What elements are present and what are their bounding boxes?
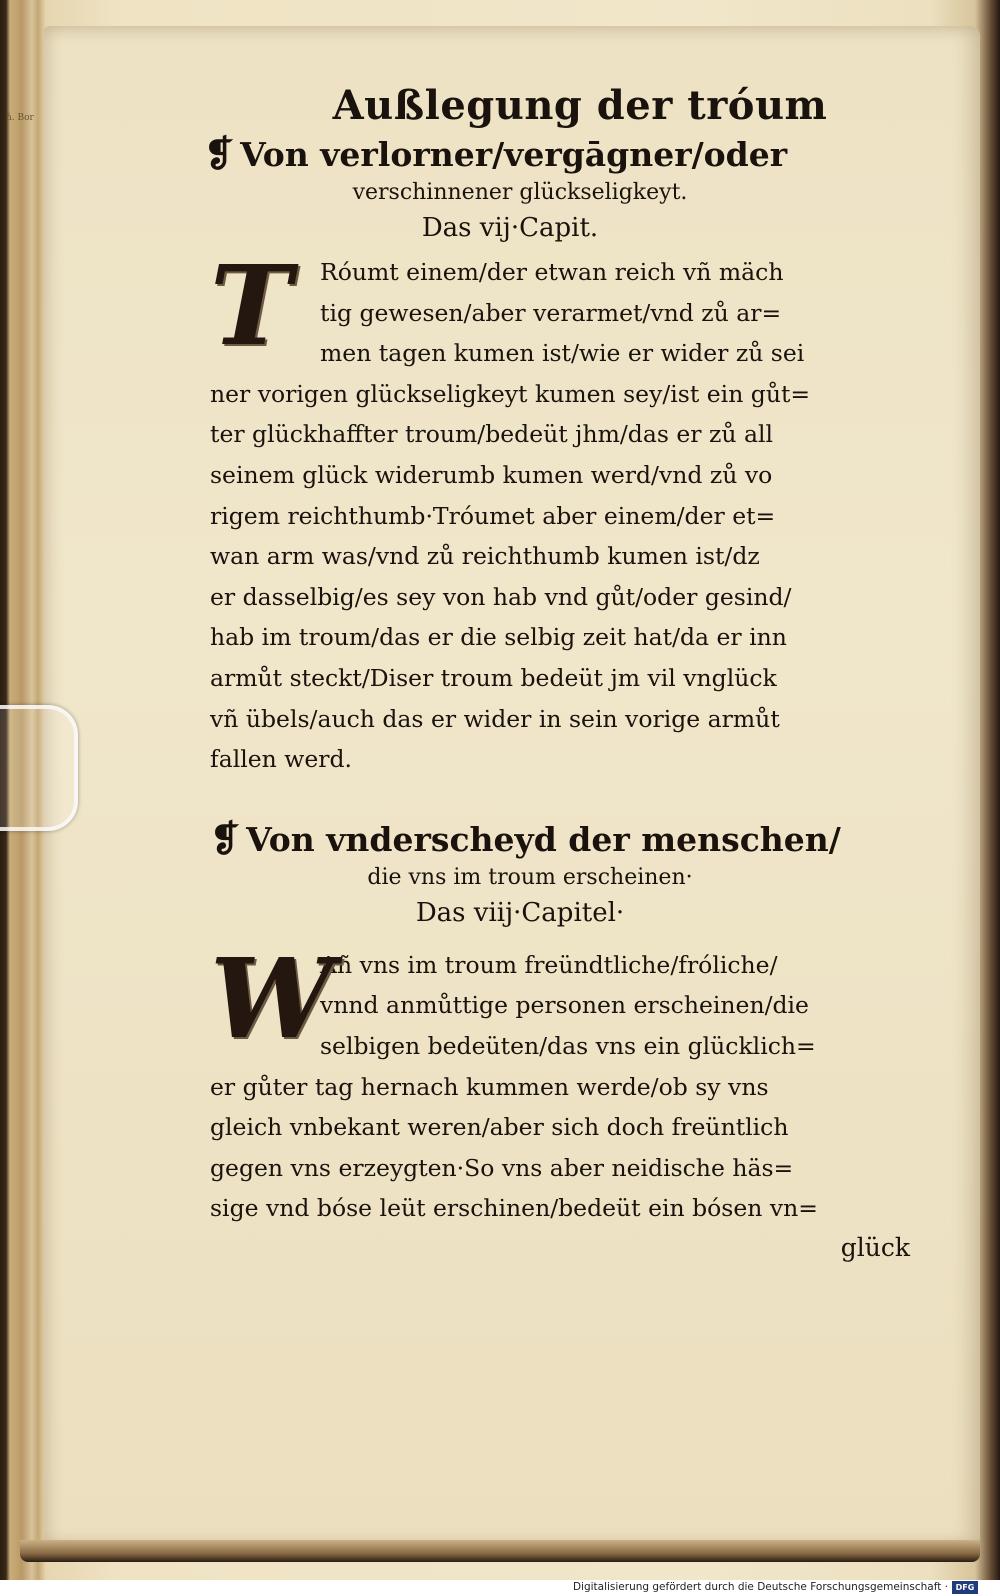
paragraph (210, 933, 910, 1229)
text-line: hab im troum/das er die selbig zeit hat/da er inn (210, 623, 787, 652)
paragraph (210, 241, 910, 780)
section-heading (210, 818, 910, 861)
drop-capital: T (210, 241, 292, 370)
section-2 (210, 818, 910, 1262)
drop-capital: W (210, 933, 334, 1063)
section-heading (204, 133, 910, 176)
catchword: glück (840, 1232, 910, 1262)
pilcrow-icon: ❡ (210, 817, 241, 860)
text-line: vñ übels/auch das er wider in sein vorige armůt (210, 704, 780, 733)
text-line: ter glückhaffter troum/bedeüt jhm/das er zů all (210, 420, 774, 449)
chapter-label: Das vij·Capit. (421, 213, 599, 243)
page-text (204, 82, 910, 1262)
text-line: men tagen kumen ist/wie er wider zů sei (320, 339, 805, 368)
text-line: seinem glück widerumb kumen werd/vnd zů vo (210, 460, 773, 489)
text-line: armůt steckt/Diser troum bedeüt jm vil vnglück (210, 663, 777, 692)
chapter-label: Das viij·Capitel· (415, 897, 625, 928)
section-1 (204, 133, 910, 780)
pilcrow-icon: ❡ (204, 133, 235, 175)
book-clip (0, 705, 78, 831)
page-edges (20, 1540, 980, 1562)
text-line: wan arm was/vnd zů reichthumb kumen ist/dz (210, 542, 760, 571)
text-line: er dasselbig/es sey von hab vnd gůt/oder gesind/ (210, 582, 792, 611)
dfg-logo: DFG (952, 1581, 978, 1594)
section-subtitle: die vns im troum erscheinen· (367, 864, 693, 890)
text-line: Añ vns im troum freündtliche/fróliche/ (320, 950, 778, 979)
text-line: tig gewesen/aber verarmet/vnd zů ar= (320, 298, 782, 327)
text-line: selbigen bedeüten/das vns ein glücklich= (320, 1031, 816, 1060)
text-line: gegen vns erzeygten·So vns aber neidische häs= (210, 1153, 794, 1182)
text-line: ner vorigen glückseligkeyt kumen sey/ist ein gůt= (210, 379, 811, 408)
text-line: fallen werd. (210, 745, 353, 774)
footer-bar (0, 1580, 1000, 1596)
footer-credit: Digitalisierung gefördert durch die Deutsche Forschungsgemeinschaft · (572, 1581, 948, 1593)
text-line: rigem reichthumb·Tróumet aber einem/der et= (210, 501, 776, 530)
text-line: gleich vnbekant weren/aber sich doch freüntlich (210, 1113, 789, 1142)
margin-mark: ń. Bor (6, 113, 34, 123)
running-head: Außlegung der tróum (332, 82, 828, 129)
section-subtitle: verschinnener glückseligkeyt. (352, 180, 688, 205)
section-title: Von vnderscheyd der menschen/ (246, 819, 841, 859)
text-line: vnnd anmůttige personen erscheinen/die (320, 991, 809, 1020)
text-line: Róumt einem/der etwan reich vñ mäch (320, 258, 784, 286)
text-line: sige vnd bóse leüt erschinen/bedeüt ein bósen vn= (210, 1194, 818, 1223)
text-line: er gůter tag hernach kummen werde/ob sy vns (210, 1072, 769, 1101)
section-title: Von verlorner/vergāgner/oder (240, 135, 788, 174)
